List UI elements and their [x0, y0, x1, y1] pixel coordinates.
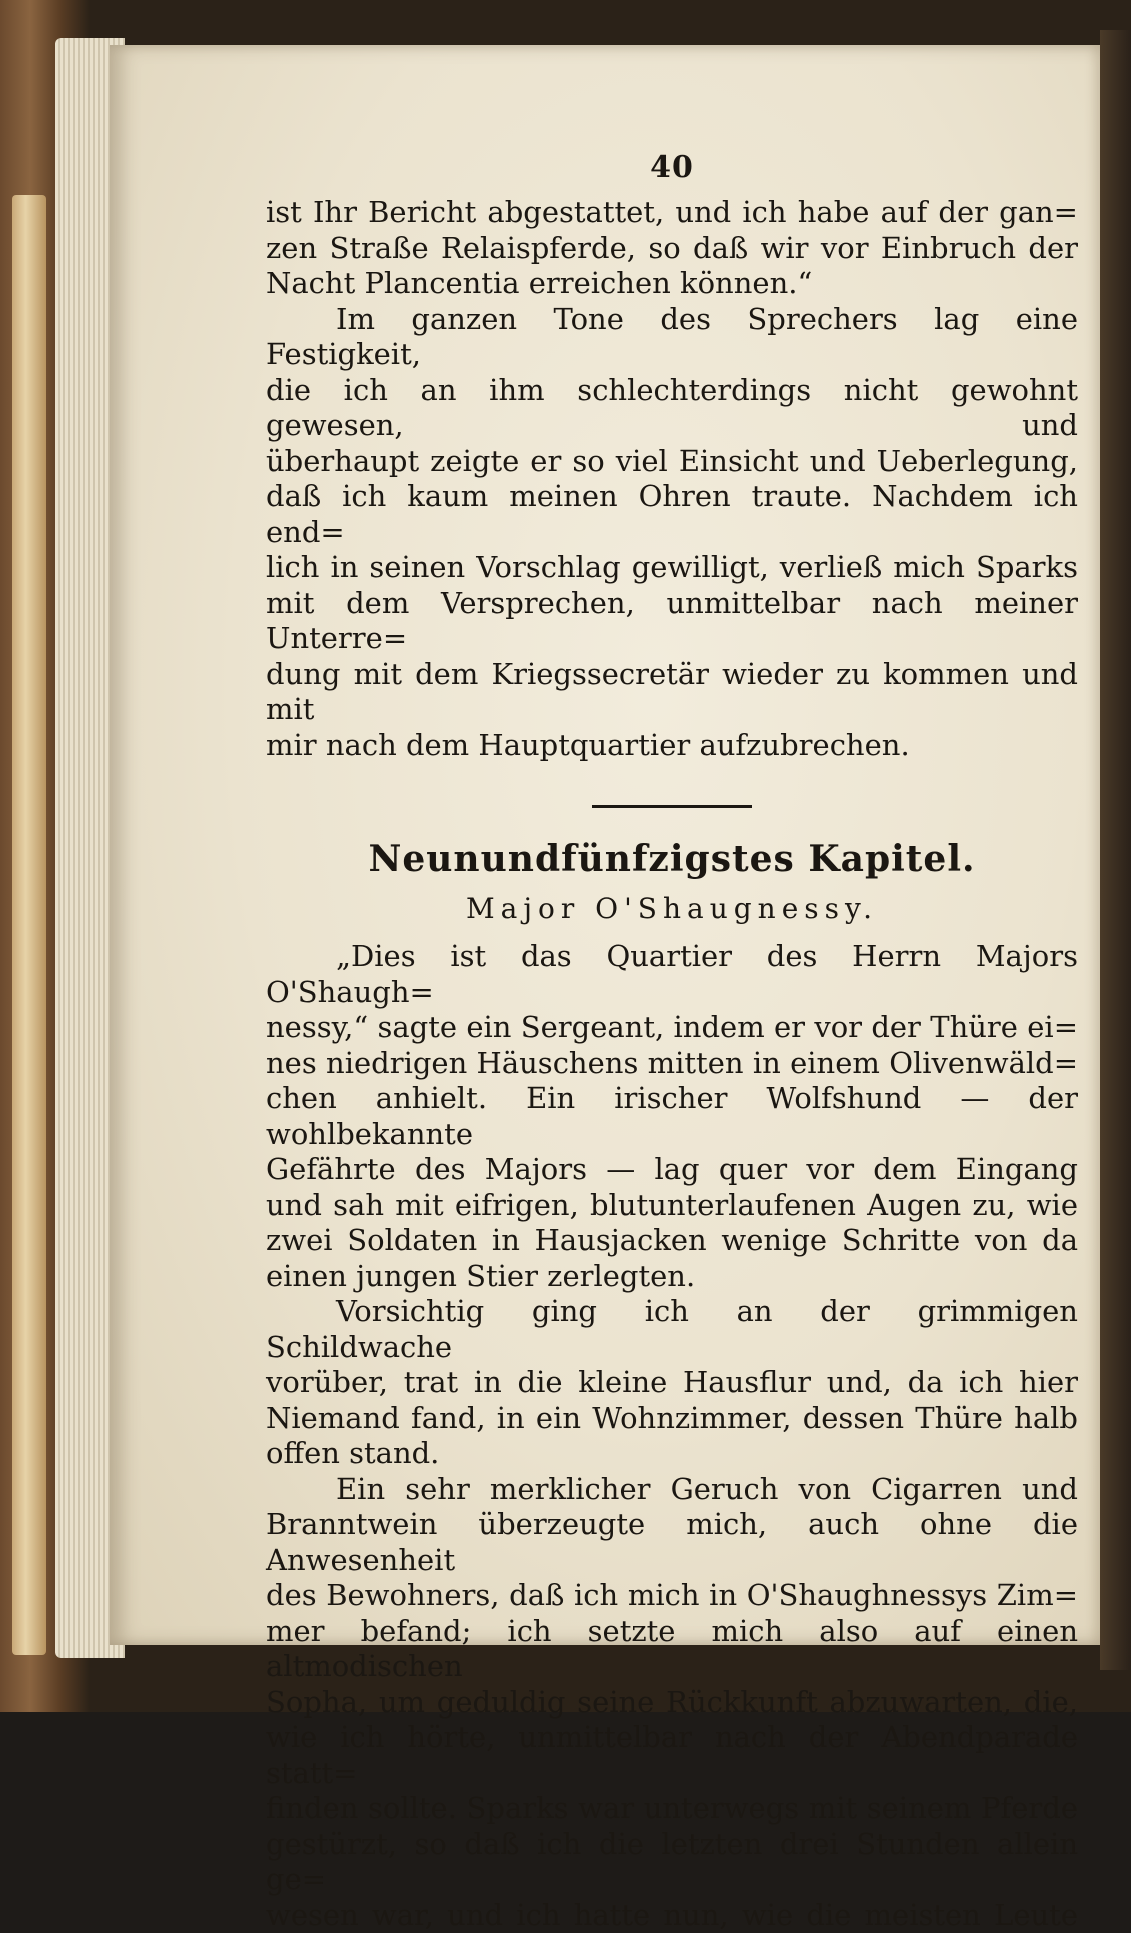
text-line: des Bewohners, daß ich mich in O'Shaughnessys Zim=: [266, 1578, 1078, 1614]
text-line: Vorsichtig ging ich an der grimmigen Schildwache: [266, 1294, 1078, 1365]
paragraph-4: [266, 1294, 1078, 1472]
text-line: Niemand fand, in ein Wohnzimmer, dessen Thüre halb: [266, 1401, 1078, 1437]
text-line: mir nach dem Hauptquartier aufzubrechen.: [266, 728, 1078, 764]
page-number: 40: [266, 150, 1078, 185]
text-line: die ich an ihm schlechterdings nicht gewohnt gewesen, und: [266, 373, 1078, 444]
paragraph-2: [266, 302, 1078, 764]
text-line: gestürzt, so daß ich die letzten drei Stunden allein ge=: [266, 1827, 1078, 1898]
text-line: Nacht Plancentia erreichen können.“: [266, 266, 1078, 302]
text-line: nes niedrigen Häuschens mitten in einem Olivenwäld=: [266, 1046, 1078, 1082]
paragraph-5: [266, 1472, 1078, 1933]
text-line: lich in seinen Vorschlag gewilligt, verließ mich Sparks: [266, 550, 1078, 586]
paragraph-1: [266, 195, 1078, 302]
page-content: [266, 150, 1078, 1933]
text-line: Gefährte des Majors — lag quer vor dem Eingang: [266, 1152, 1078, 1188]
text-line: ist Ihr Bericht abgestattet, und ich habe auf der gan=: [266, 195, 1078, 231]
chapter-subtitle: Major O'Shaugnessy.: [266, 892, 1078, 925]
text-line: finden sollte. Sparks war unterwegs mit seinem Pferde: [266, 1791, 1078, 1827]
text-line: wesen war, und ich hatte nun, wie die meisten Leute: [266, 1898, 1078, 1933]
text-line: chen anhielt. Ein irischer Wolfshund — der wohlbekannte: [266, 1081, 1078, 1152]
book-right-edge: [1100, 30, 1131, 1670]
text-line: und sah mit eifrigen, blutunterlaufenen Augen zu, wie: [266, 1188, 1078, 1224]
text-line: zen Straße Relaispferde, so daß wir vor Einbruch der: [266, 231, 1078, 267]
text-line: nessy,“ sagte ein Sergeant, indem er vor der Thüre ei=: [266, 1010, 1078, 1046]
paragraph-3: [266, 939, 1078, 1294]
text-line: einen jungen Stier zerlegten.: [266, 1259, 1078, 1295]
chapter-title: Neunundfünfzigstes Kapitel.: [266, 838, 1078, 880]
text-line: überhaupt zeigte er so viel Einsicht und Ueberlegung,: [266, 444, 1078, 480]
text-line: daß ich kaum meinen Ohren traute. Nachdem ich end=: [266, 479, 1078, 550]
text-line: Branntwein überzeugte mich, auch ohne die Anwesenheit: [266, 1507, 1078, 1578]
text-line: dung mit dem Kriegssecretär wieder zu kommen und mit: [266, 657, 1078, 728]
text-line: mer befand; ich setzte mich also auf einen altmodischen: [266, 1614, 1078, 1685]
text-line: mit dem Versprechen, unmittelbar nach meiner Unterre=: [266, 586, 1078, 657]
book-spine-edge: [12, 195, 46, 1655]
text-line: offen stand.: [266, 1436, 1078, 1472]
text-line: Ein sehr merklicher Geruch von Cigarren und: [266, 1472, 1078, 1508]
text-line: vorüber, trat in die kleine Hausflur und, da ich hier: [266, 1365, 1078, 1401]
text-line: Sopha, um geduldig seine Rückkunft abzuwarten, die,: [266, 1685, 1078, 1721]
text-line: Im ganzen Tone des Sprechers lag eine Festigkeit,: [266, 302, 1078, 373]
text-line: zwei Soldaten in Hausjacken wenige Schritte von da: [266, 1223, 1078, 1259]
section-divider: [592, 805, 752, 808]
text-line: wie ich hörte, unmittelbar nach der Abendparade statt=: [266, 1720, 1078, 1791]
text-line: „Dies ist das Quartier des Herrn Majors O'Shaugh=: [266, 939, 1078, 1010]
